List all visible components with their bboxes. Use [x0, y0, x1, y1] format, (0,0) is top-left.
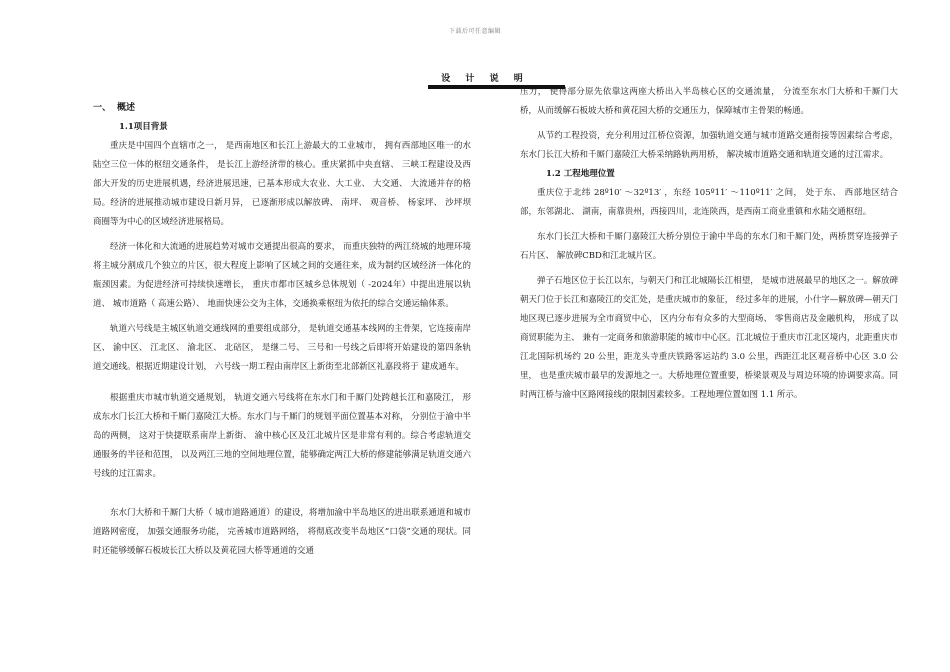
- paragraph: 重庆位于北纬 28º10′ ～32º13′ ，东经 105º11′ ～110º11′ 之间， 处于东、 西部地区结合部，东邻湖北、 湖南，南靠贵州，西接四川，北连陕西，是西南工商业重镇和水陆交通枢纽。: [520, 188, 898, 217]
- section-number: 一、: [93, 103, 112, 113]
- paragraph: 弹子石地区位于长江以东，与朝天门和江北城隔长江相望， 是城市进展最早的地区之一。解放碑朝天门位于长江和嘉陵江的交汇处，是重庆城市的象征， 经过多年的进展，小什字—解放碑—朝天门地区现已逐步进展为全市商贸中心， 区内分布有众多的大型商场、 零售商店及金融机构， 形成了以商贸职能为主、 兼有一定商务和旅游职能的城市中心区。江北城位于重庆市江北区境内，北距重庆市江北国际机场约 20 公里，距龙头寺重庆铁路客运站约 3.0 公里，西距江北区观音桥中心区 3.0 公里， 也是重庆城市最早的发源地之一。大桥地理位置重要，桥梁景观及与周边环境的协调要求高。同时两江桥与渝中区路网接线的限制因素较多。工程地理位置如图 1.1 所示。: [520, 276, 898, 400]
- paragraph: 东水门长江大桥和千厮门嘉陵江大桥分别位于渝中半岛的东水门和千厮门处，两桥贯穿连接弹子石片区、 解放碑CBD和江北城片区。: [520, 232, 898, 261]
- paragraph: 从节约工程投资，充分利用过江桥位资源，加强轨道交通与城市道路交通衔接等因素综合考虑，东水门长江大桥和千厮门嘉陵江大桥采纳路轨两用桥， 解决城市道路交通和轨道交通的过江需求。: [520, 131, 898, 160]
- watermark: 下载后可任意编辑: [448, 28, 501, 35]
- document-title: 设 计 说 明: [441, 74, 529, 84]
- paragraph: 轨道六号线是主城区轨道交通线网的重要组成部分， 是轨道交通基本线网的主骨架，它连接南岸区、 渝中区、 江北区、 渝北区、 北碚区， 是继二号、 三号和一号线之后即将开始建设的第四条轨道交通线。根据近期建设计划， 六号线一期工程由南岸区上新街至北部新区礼嘉段将于 建成通车。: [93, 324, 471, 372]
- right-column: [520, 83, 898, 405]
- paragraph: 根据重庆市城市轨道交通规划， 轨道交通六号线将在东水门和千厮门处跨越长江和嘉陵江， 形成东水门长江大桥和千厮门嘉陵江大桥。东水门与千厮门的规划平面位置基本对称， 分别位于渝中半岛的两侧， 这对于快捷联系南岸上新街、 渝中核心区及江北城片区是非常有利的。综合考虑轨道交通服务的半径和范围， 以及两江三地的空间地理位置，能够确定两江大桥的修建能够满足轨道交通六号线的过江需求。: [93, 393, 471, 479]
- paragraph: 东水门大桥和千厮门大桥（ 城市道路通道）的建设，将增加渝中半岛地区的进出联系通道和城市道路网密度， 加强交通服务功能， 完善城市道路网络， 将彻底改变半岛地区”口袋”交通的现状。同时还能够缓解石板坡长江大桥以及黄花园大桥等通道的交通: [93, 508, 471, 556]
- left-column: [93, 99, 471, 561]
- paragraph: 压力， 使得部分原先依靠这两座大桥出入半岛核心区的交通流量， 分流至东水门大桥和千厮门大桥，从而缓解石板坡大桥和黄花园大桥的交通压力，保障城市主骨架的畅通。: [520, 87, 898, 116]
- paragraph: 经济一体化和大流通的进展趋势对城市交通提出很高的要求， 而重庆独特的两江绕城的地理环境将主城分割成几个独立的片区，很大程度上影响了区域之间的交通往来，成为制约区域经济一体化的瓶颈因素。为促进经济可持续快速增长， 重庆市都市区城乡总体规划（ -2024年）中提出进展以轨道、 城市道路（ 高速公路）、 地面快速公交为主体，交通换乘枢纽为依托的综合交通运输体系。: [93, 242, 471, 309]
- section-heading: [93, 99, 471, 118]
- paragraph: 重庆是中国四个直辖市之一， 是西南地区和长江上游最大的工业城市， 拥有西部地区唯一的水陆空三位一体的枢纽交通条件， 是长江上游经济带的核心。重庆紧抓中央直辖、 三峡工程建设及西部大开发的历史进展机遇，经济进展迅速，已基本形成大农业、大工业、 大交通、 大流通并存的格局。经济的进展推动城市建设日新月异， 已逐渐形成以解放碑、 南坪、 观音桥、 杨家坪、 沙坪坝商圈等为中心的区域经济进展格局。: [93, 141, 471, 227]
- subsection-heading-location: 1.2 工程地理位置: [546, 169, 615, 179]
- section-title: 概述: [117, 103, 136, 113]
- subsection-heading-background: 1.1项目背景: [119, 122, 168, 132]
